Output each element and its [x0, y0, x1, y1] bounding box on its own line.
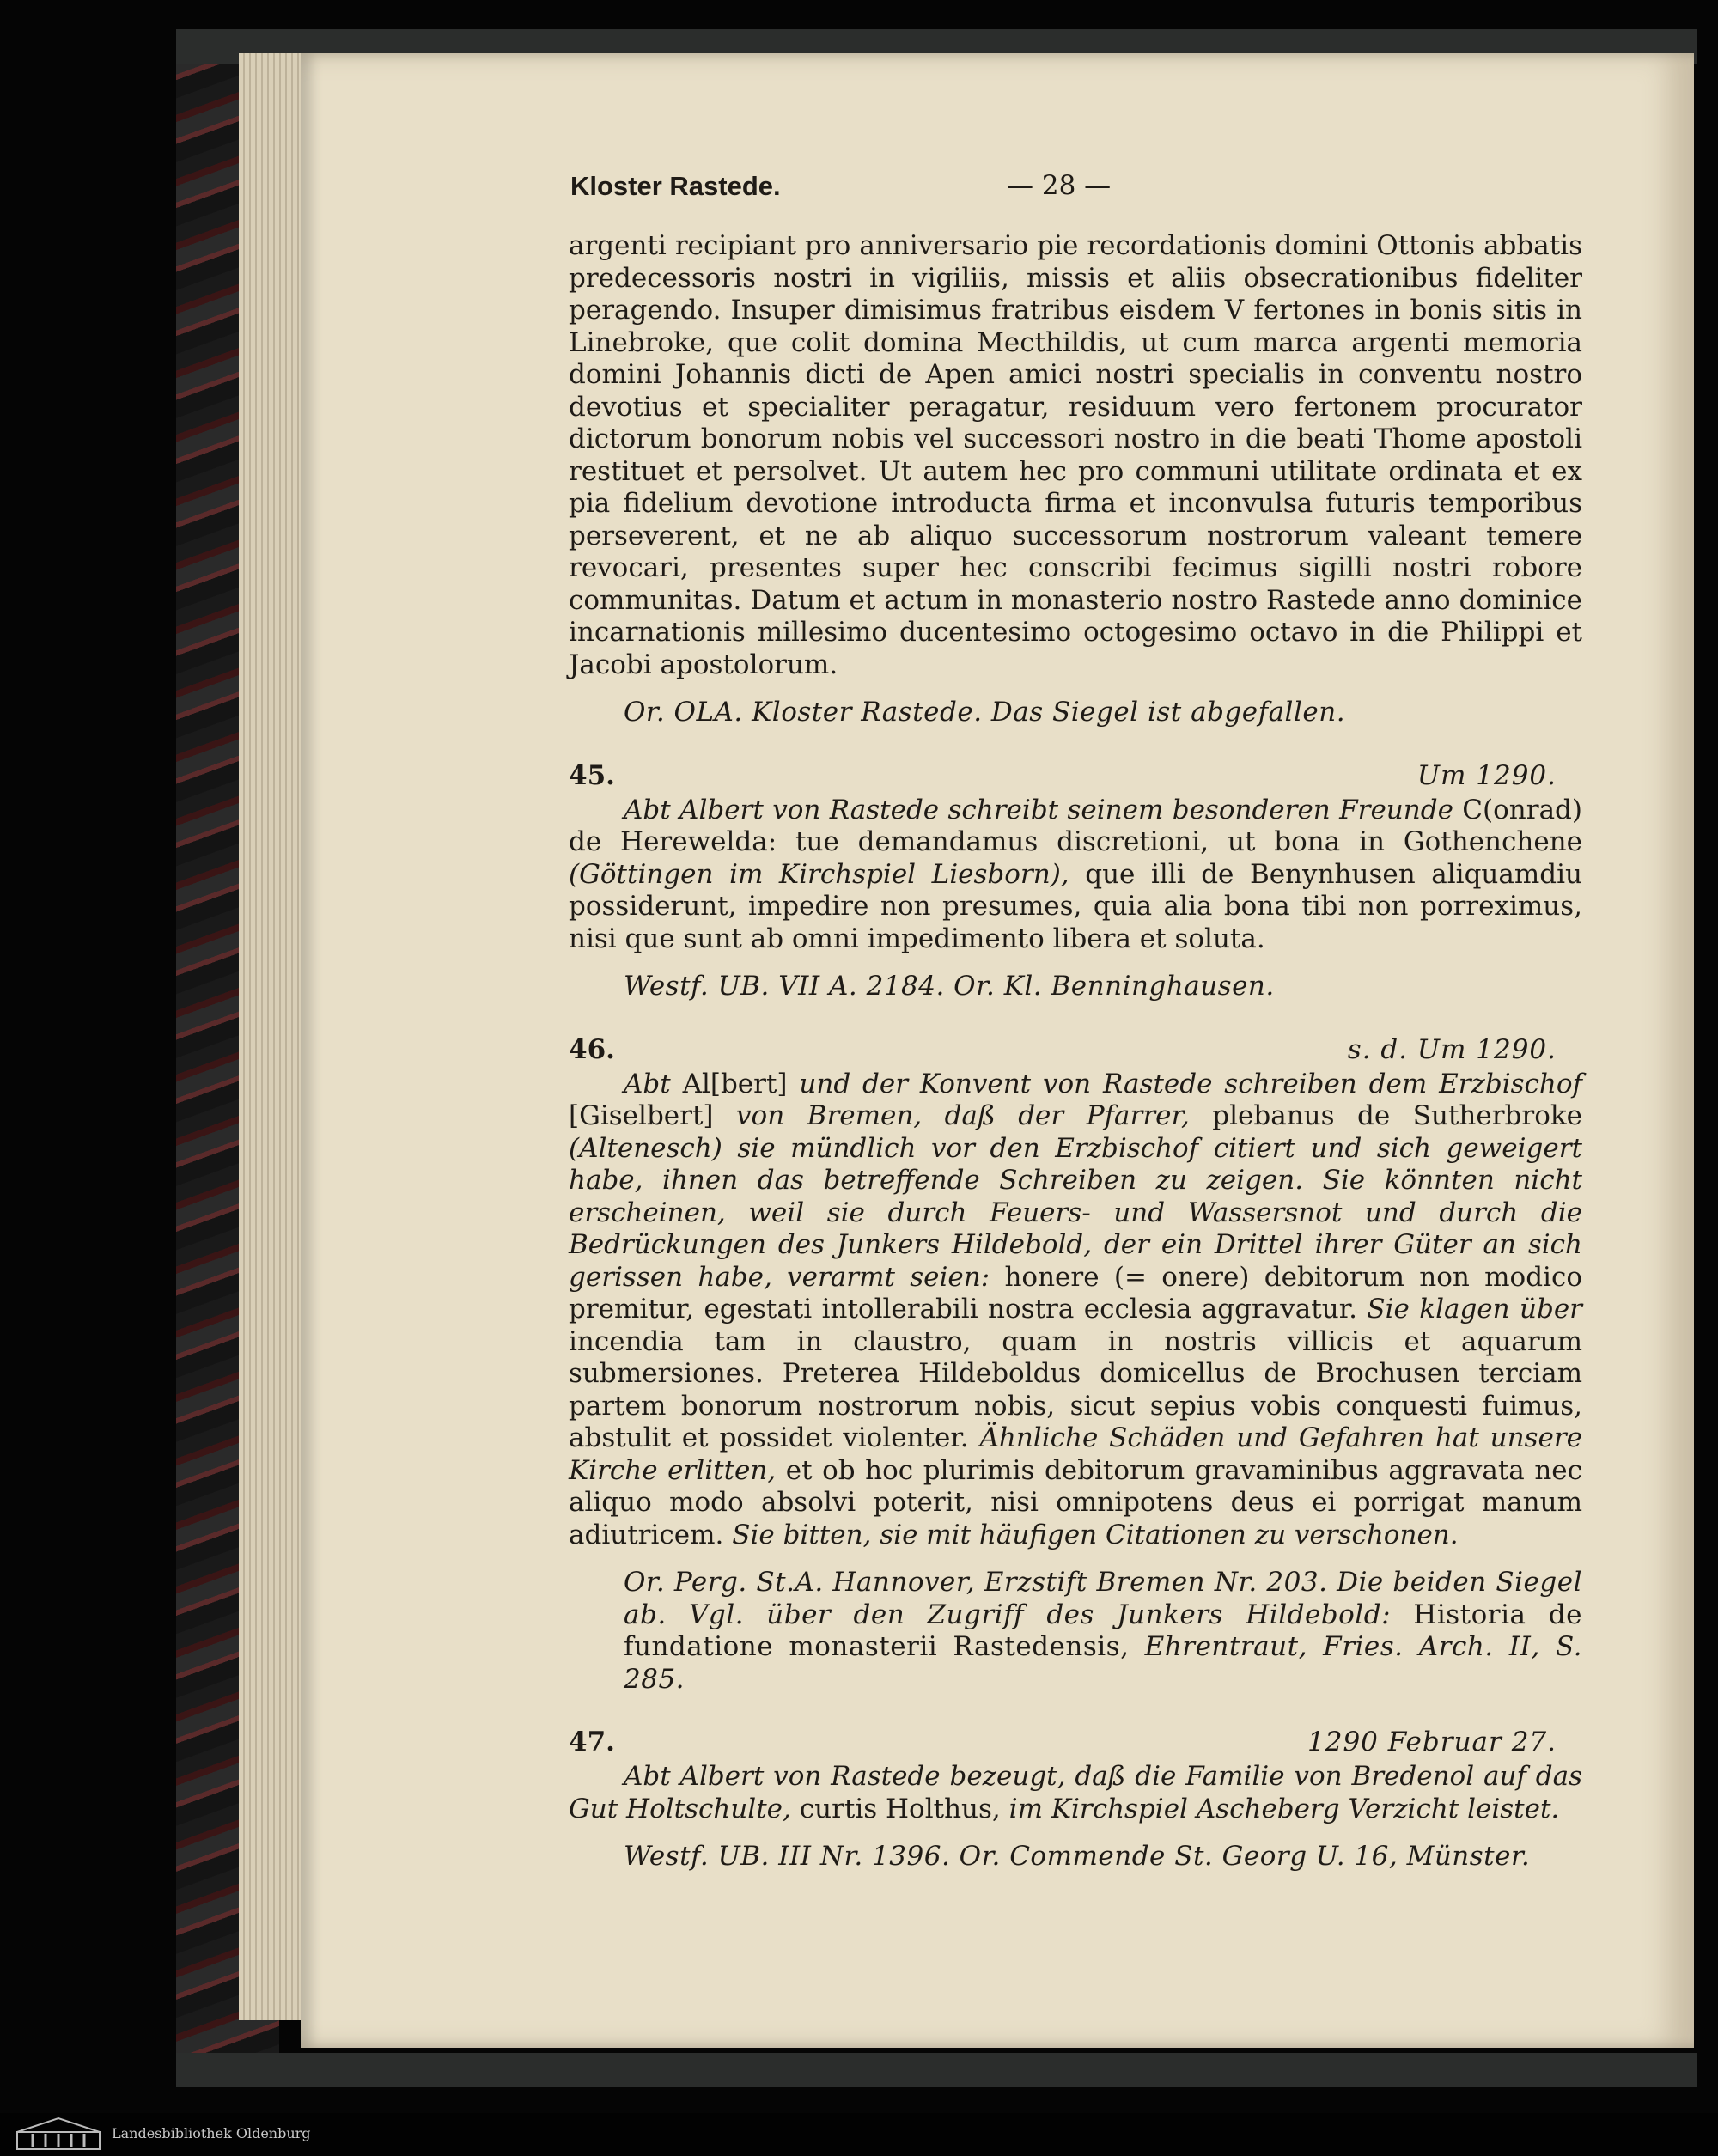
- regest-text: et ob hoc plurimis debitorum gravaminibus aggravata nec aliquo modo absolvi poterit, nisi omnipotens deus ei porrigat manum adiutricem.: [569, 1454, 1583, 1550]
- regest-text: Sie klagen über: [1367, 1294, 1582, 1325]
- regest-text: von Bremen, daß der Pfarrer,: [736, 1100, 1190, 1131]
- library-logo-icon: [15, 2115, 101, 2151]
- regest-text: curtis Holthus,: [790, 1793, 1009, 1824]
- regest-text: und der Konvent von Rastede schreiben dem Erzbischof: [799, 1068, 1582, 1099]
- entry-46-regest: [569, 1069, 1582, 1552]
- regest-text: C(onrad) de Herewelda: tue demandamus discretioni, ut bona in Gothenchene: [569, 794, 1582, 857]
- intro-source-note: Or. OLA. Kloster Rastede. Das Siegel ist abgefallen.: [624, 697, 1346, 728]
- entry-number: 47.: [569, 1727, 615, 1757]
- entry-46-source-note: [569, 1567, 1582, 1696]
- regest-text: Abt: [624, 1068, 671, 1099]
- entry-45-source-note: Westf. UB. VII A. 2184. Or. Kl. Benninghausen.: [624, 971, 1275, 1002]
- running-header: [569, 163, 1582, 215]
- entry-47-source-note: Westf. UB. III Nr. 1396. Or. Commende St. Georg U. 16, Münster.: [624, 1841, 1531, 1872]
- intro-paragraph: argenti recipiant pro anniversario pie recordationis domini Ottonis abbatis predecessoris nostri in vigiliis, missis et aliis obsecrationibus fideliter peragendo. Insuper dimisimus fratribus eisdem V fertones in bonis sitis in Linebroke, que colit domina Mecthildis, ut cum marca argenti memoria domini Johannis dicti de Apen amici nostri specialis in conventu nostro devotius et specialiter peragatur, residuum vero fertonem procurator dictorum bonorum nobis vel successori nostro in die beati Thome apostoli restituet et persolvet. Ut autem hec pro communi utilitate ordinata et ex pia fidelium devotione introducta firma et inconvulsa futuris temporibus perseverent, et ne ab aliquo successorum nostrorum valeant temere revocari, presentes super hec conscribi fecimus sigilli nostri robore communitas. Datum et actum in monasterio nostro Rastede anno dominice incarnationis millesimo ducentesimo octogesimo octavo in die Philippi et Jacobi apostolorum.: [569, 230, 1582, 680]
- note-text: Historia de fundatione monasterii Rastedensis,: [624, 1599, 1582, 1662]
- regest-text: Al[bert]: [670, 1068, 800, 1099]
- regest-text: Abt Albert von Rastede bezeugt, daß die Familie von Bredenol auf das Gut Holtschulte,: [569, 1761, 1582, 1824]
- entry-47-regest: [569, 1761, 1582, 1825]
- regest-text: honere (= onere) debitorum non modico premitur, egestati intollerabili nostra ecclesia aggravatur.: [569, 1261, 1582, 1325]
- entry-45-regest: [569, 795, 1582, 956]
- entry-number: 46.: [569, 1033, 615, 1065]
- entry-number: 45.: [569, 759, 615, 791]
- page-content: [569, 163, 1582, 1873]
- note-text: Or. Perg. St.A. Hannover, Erzstift Bremen Nr. 203. Die beiden Siegel ab. Vgl. über den Zugriff des Junkers Hildebold:: [624, 1567, 1582, 1630]
- regest-text: que illi de Benynhusen aliquamdiu possiderunt, impedire non presumes, quia alia bona tibi non porreximus, nisi que sunt ab omni impedimento libera et soluta.: [569, 858, 1582, 954]
- regest-text: plebanus de Sutherbroke: [1189, 1100, 1582, 1131]
- library-name: Landesbibliothek Oldenburg: [112, 2125, 311, 2141]
- regest-text: (Altenesch) sie mündlich vor den Erzbischof citiert und sich geweigert habe, ihnen das betreffende Schreiben zu zeigen. Sie könnten nicht erscheinen, weil sie durch Feuers- und Wassersnot und durch die Bedrückungen des Junkers Hildebold, der ein Drittel ihrer Güter an sich gerissen habe, verarmt seien:: [569, 1132, 1582, 1293]
- regest-text: [Giselbert]: [569, 1100, 737, 1131]
- regest-text: Ähnliche Schäden und Gefahren hat unsere Kirche erlitten,: [569, 1422, 1582, 1486]
- entry-date: s. d. Um 1290.: [1347, 1033, 1557, 1065]
- entry-46-head: [569, 1034, 1582, 1069]
- running-title: Kloster Rastede.: [570, 171, 781, 201]
- regest-text: (Göttingen im Kirchspiel Liesborn),: [569, 858, 1069, 890]
- regest-text: Sie bitten, sie mit häufigen Citationen zu verschonen.: [732, 1519, 1459, 1550]
- note-text: Ehrentraut, Fries. Arch. II, S. 285.: [624, 1631, 1582, 1695]
- entry-45-head: [569, 760, 1582, 795]
- regest-text: incendia tam in claustro, quam in nostris villicis et aquarum submersiones. Preterea Hildeboldus domicellus de Brochusen terciam partem bonorum nostrorum nobis, sicut sepius vobis conquesti fuimus, abstulit et possidet violenter.: [569, 1325, 1582, 1453]
- page-number: — 28 —: [1007, 170, 1112, 201]
- regest-text: Abt Albert von Rastede schreibt seinem besonderen Freunde: [624, 794, 1453, 825]
- entry-date: 1290 Februar 27.: [1307, 1727, 1557, 1757]
- regest-text: im Kirchspiel Ascheberg Verzicht leistet.: [1008, 1793, 1560, 1824]
- entry-date: Um 1290.: [1416, 759, 1557, 791]
- entry-47-head: [569, 1727, 1582, 1761]
- binding-bottom-edge: [176, 2053, 1697, 2087]
